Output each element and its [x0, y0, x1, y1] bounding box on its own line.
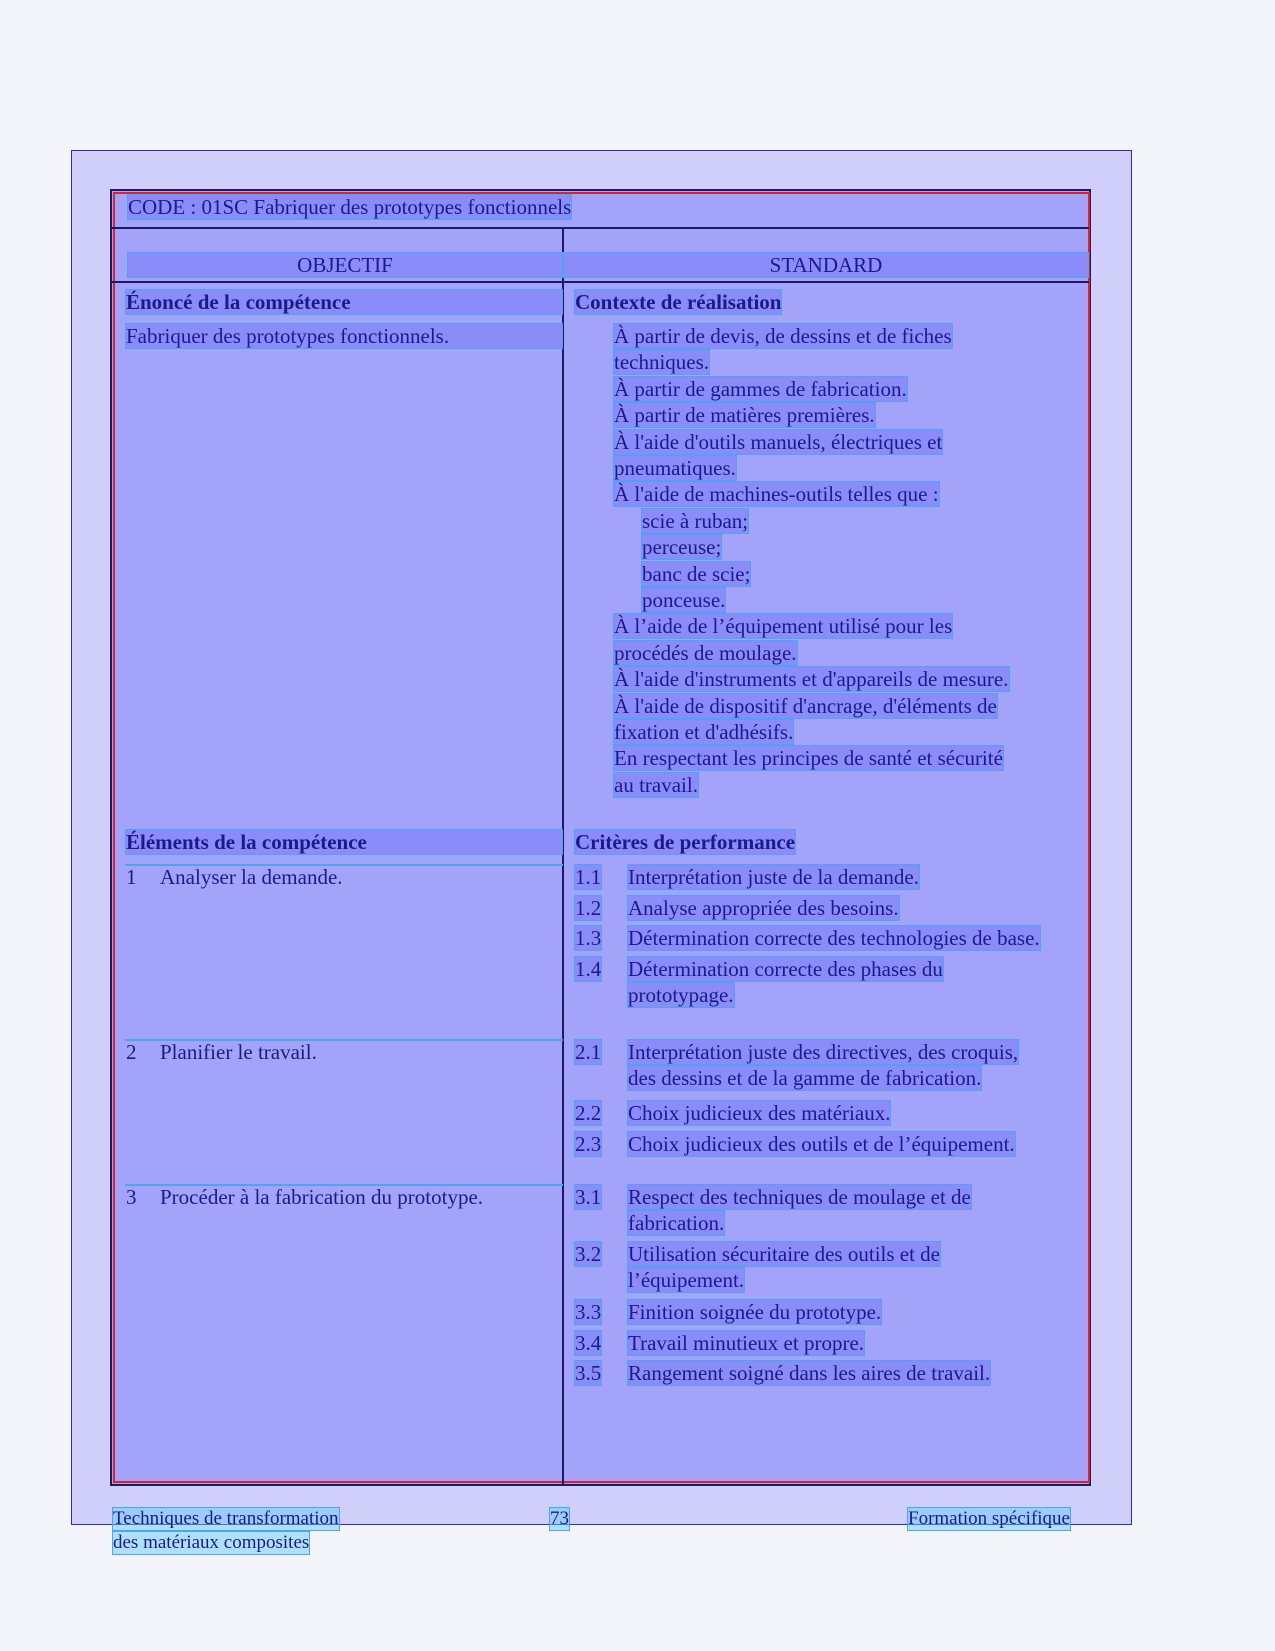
column-header-standard: STANDARD [564, 253, 1088, 277]
criterion-text-line: Détermination correcte des technologies de base. [628, 926, 1040, 950]
criterion-number: 3.1 [575, 1185, 602, 1209]
criterion-text-line: Travail minutieux et propre. [628, 1331, 865, 1355]
enonce-text: Fabriquer des prototypes fonctionnels. [126, 324, 562, 348]
criterion-number: 1.1 [575, 865, 602, 889]
element-number: 1 [126, 865, 137, 889]
criterion-number: 2.2 [575, 1101, 602, 1125]
criterion-number: 3.2 [575, 1242, 602, 1266]
contexte-item-line: techniques. [614, 350, 710, 375]
contexte-item-line: À l'aide de dispositif d'ancrage, d'éléments de [614, 693, 997, 718]
contexte-item-line: À partir de matières premières. [614, 403, 875, 428]
footer-program-line2: des matériaux composites [113, 1532, 310, 1553]
element-number: 2 [126, 1040, 137, 1064]
criterion-number: 3.3 [575, 1300, 602, 1324]
contexte-item-line: banc de scie; [642, 561, 751, 586]
criterion-text-line: Analyse appropriée des besoins. [628, 896, 899, 920]
criterion-text-line: fabrication. [628, 1211, 725, 1236]
criterion-number: 1.3 [575, 926, 602, 950]
criterion-text-line: Détermination correcte des phases du [628, 957, 943, 981]
footer-section: Formation spécifique [908, 1508, 1070, 1529]
criterion-number: 1.4 [575, 957, 602, 981]
contexte-item-line: À l'aide d'instruments et d'appareils de mesure. [614, 667, 1009, 692]
contexte-item-line: À l'aide d'outils manuels, électriques et [614, 429, 943, 454]
contexte-item-line: En respectant les principes de santé et sécurité [614, 746, 1003, 771]
contexte-item-line: À partir de devis, de dessins et de fiches [614, 324, 952, 348]
contexte-item-line: À l'aide de machines-outils telles que : [614, 482, 939, 507]
element-text: Procéder à la fabrication du prototype. [160, 1185, 484, 1209]
contexte-item-line: perceuse; [642, 535, 722, 560]
column-header-divider [112, 281, 1089, 283]
criterion-text-line: l’équipement. [628, 1268, 745, 1293]
criterion-text-line: des dessins et de la gamme de fabrication. [628, 1066, 982, 1091]
code-title: CODE : 01SC Fabriquer des prototypes fonctionnels [128, 195, 572, 219]
element-text: Analyser la demande. [160, 865, 343, 889]
contexte-item-line: À partir de gammes de fabrication. [614, 376, 907, 401]
contexte-item-line: au travail. [614, 772, 698, 797]
criterion-text-line: prototypage. [628, 983, 734, 1008]
contexte-item-line: scie à ruban; [642, 508, 749, 533]
criterion-number: 2.1 [575, 1040, 602, 1064]
criterion-number: 1.2 [575, 896, 602, 920]
contexte-item-line: procédés de moulage. [614, 640, 797, 665]
contexte-item-line: À l’aide de l’équipement utilisé pour les [614, 614, 953, 639]
criterion-text-line: Respect des techniques de moulage et de [628, 1185, 971, 1209]
page-number: 73 [550, 1508, 569, 1529]
column-divider [562, 227, 564, 1485]
contexte-item-line: fixation et d'adhésifs. [614, 720, 794, 744]
element-text: Planifier le travail. [160, 1040, 317, 1064]
contexte-item-line: pneumatiques. [614, 456, 736, 480]
criterion-number: 2.3 [575, 1132, 602, 1156]
criterion-text-line: Rangement soigné dans les aires de travail. [628, 1361, 991, 1385]
criteres-heading: Critères de performance [575, 830, 796, 854]
criterion-number: 3.4 [575, 1331, 602, 1355]
criterion-number: 3.5 [575, 1361, 602, 1385]
criterion-text-line: Choix judicieux des outils et de l’équipement. [628, 1132, 1015, 1156]
column-header-objectif: OBJECTIF [128, 253, 562, 277]
elements-heading: Éléments de la compétence [126, 830, 562, 854]
criterion-text-line: Interprétation juste de la demande. [628, 865, 919, 889]
header-divider [112, 227, 1089, 229]
contexte-heading: Contexte de réalisation [575, 290, 782, 314]
footer-program-line1: Techniques de transformation [113, 1508, 339, 1529]
contexte-item-line: ponceuse. [642, 588, 726, 612]
criterion-text-line: Utilisation sécuritaire des outils et de [628, 1242, 941, 1266]
element-number: 3 [126, 1185, 137, 1209]
criterion-text-line: Interprétation juste des directives, des croquis, [628, 1040, 1019, 1064]
enonce-heading: Énoncé de la compétence [126, 290, 562, 314]
criterion-text-line: Choix judicieux des matériaux. [628, 1101, 891, 1125]
criterion-text-line: Finition soignée du prototype. [628, 1300, 882, 1324]
